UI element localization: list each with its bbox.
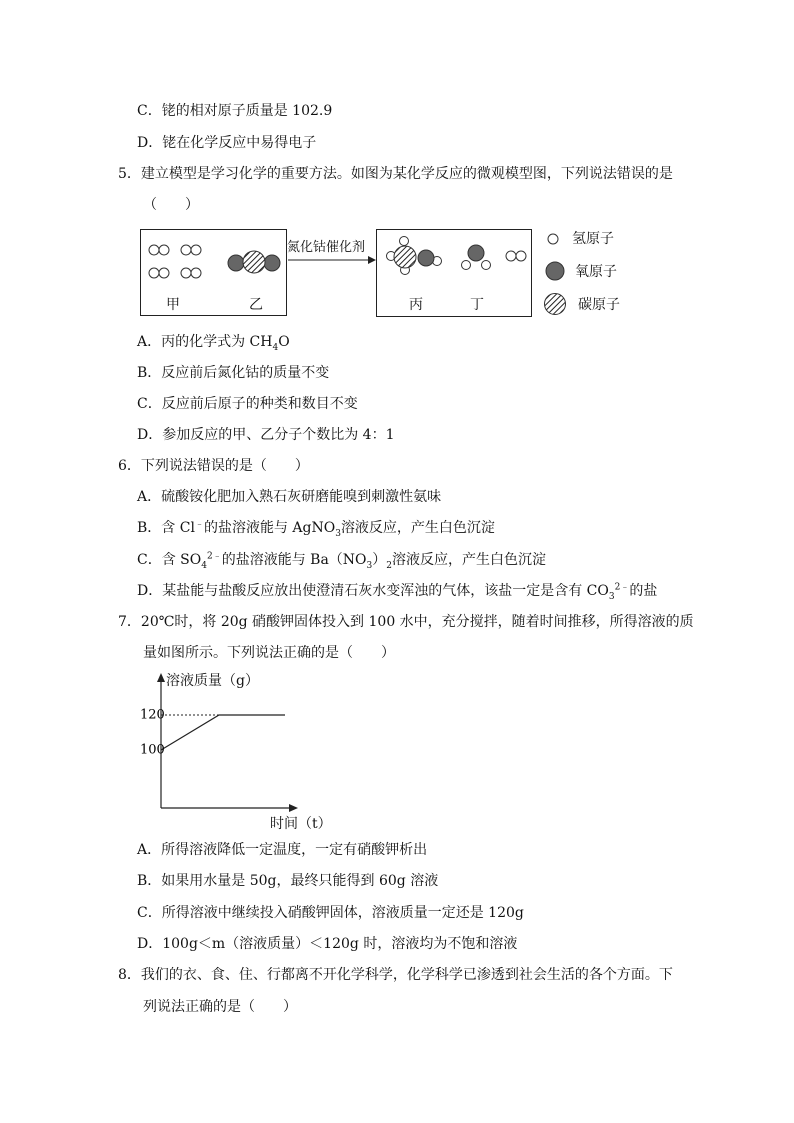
q6-option-a: A．硫酸铵化肥加入熟石灰研磨能嗅到刺激性氨味 — [137, 489, 442, 505]
carbon-atom — [394, 246, 416, 268]
label-jia: 甲 — [166, 297, 180, 313]
question-5-paren: （ ） — [143, 197, 199, 213]
question-8-stem: 8．我们的衣、食、住、行都离不开化学科学，化学科学已渗透到社会生活的各个方面。下 — [118, 967, 673, 983]
label-ding: 丁 — [470, 297, 484, 313]
q6-option-d: D．某盐能与盐酸反应放出使澄清石灰水变浑浊的气体，该盐一定是含有 $CO_3^{2﹣}$的盐 — [137, 582, 658, 602]
hydrogen-atom — [506, 251, 516, 261]
q5-option-d: D．参加反应的甲、乙分子个数比为 4：1 — [137, 427, 395, 443]
series-line — [161, 715, 285, 750]
option-d-rh: D．铑在化学反应中易得电子 — [137, 135, 317, 151]
oxygen-atom — [418, 250, 434, 266]
legend-oxygen-label: 氧原子 — [575, 264, 617, 280]
oxygen-atom — [468, 245, 484, 261]
legend-symbols — [540, 225, 570, 315]
question-5-stem: 5．建立模型是学习化学的重要方法。如图为某化学反应的微观模型图，下列说法错误的是 — [118, 166, 673, 182]
legend-carbon-icon — [545, 294, 566, 315]
reactant-molecules — [141, 230, 286, 315]
hydrogen-atom — [149, 245, 159, 255]
q6-option-c: C．含 $SO_4^{2﹣}$的盐溶液能与 $Ba(NO_3)_2$溶液反应，产生白色沉淀 — [137, 551, 546, 571]
label-yi: 乙 — [249, 297, 263, 313]
reactants-box — [140, 229, 287, 316]
hydrogen-atom — [191, 245, 201, 255]
x-axis-arrow — [289, 804, 298, 812]
label-bing: 丙 — [409, 297, 423, 313]
q7-option-a: A．所得溶液降低一定温度，一定有硝酸钾析出 — [137, 842, 428, 858]
legend-carbon-label: 碳原子 — [578, 297, 620, 313]
q7-option-c: C．所得溶液中继续投入硝酸钾固体，溶液质量一定还是 120g — [137, 905, 524, 921]
legend-hydrogen-icon — [548, 234, 558, 244]
question-7-stem: 7．20℃时，将 20g 硝酸钾固体投入到 100 水中，充分搅拌，随着时间推移，所得溶液的质 — [118, 614, 694, 630]
product-molecules — [377, 230, 531, 316]
option-c-rh: C．铑的相对原子质量是 102.9 — [137, 103, 333, 119]
hydrogen-atom — [462, 261, 471, 270]
products-box — [376, 229, 532, 317]
solution-mass-chart — [130, 670, 330, 830]
hydrogen-atom — [181, 245, 191, 255]
y-tick-label-100: 100 — [140, 742, 165, 758]
hydrogen-atom — [191, 268, 201, 278]
reaction-arrow — [288, 254, 378, 266]
question-6-stem: 6．下列说法错误的是（ ） — [118, 458, 309, 474]
hydrogen-atom — [181, 268, 191, 278]
hydrogen-atom — [400, 237, 409, 246]
oxygen-atom — [264, 255, 280, 271]
hydrogen-atom — [482, 261, 491, 270]
q7-option-d: D．100g＜m（溶液质量）＜120g 时，溶液均为不饱和溶液 — [137, 936, 518, 952]
hydrogen-atom — [149, 268, 159, 278]
q5-option-c: C．反应前后原子的种类和数目不变 — [137, 396, 358, 412]
carbon-atom — [243, 251, 265, 273]
y-axis-arrow — [157, 673, 165, 682]
q6-option-b: B．含 Cl﹣的盐溶液能与 AgNO$_3$溶液反应，产生白色沉淀 — [137, 519, 495, 539]
catalyst-label: 氮化钴催化剂 — [287, 240, 366, 255]
legend-hydrogen-label: 氢原子 — [572, 231, 614, 247]
question-8-stem-cont: 列说法正确的是（ ） — [143, 999, 297, 1015]
hydrogen-atom — [159, 245, 169, 255]
oxygen-atom — [228, 255, 244, 271]
q5-option-a: A．丙的化学式为 $CH_4O$ — [137, 334, 290, 353]
q7-option-b: B．如果用水量是 50g，最终只能得到 60g 溶液 — [137, 873, 439, 889]
legend-oxygen-icon — [546, 262, 564, 280]
hydrogen-atom — [159, 268, 169, 278]
question-7-stem-cont: 量如图所示。下列说法正确的是（ ） — [143, 645, 395, 661]
hydrogen-atom — [516, 251, 526, 261]
chart-y-label: 溶液质量（g） — [166, 673, 259, 689]
y-tick-label-120: 120 — [140, 707, 165, 723]
chart-x-label: 时间（t） — [270, 816, 332, 832]
q5-option-b: B．反应前后氮化钴的质量不变 — [137, 365, 330, 381]
